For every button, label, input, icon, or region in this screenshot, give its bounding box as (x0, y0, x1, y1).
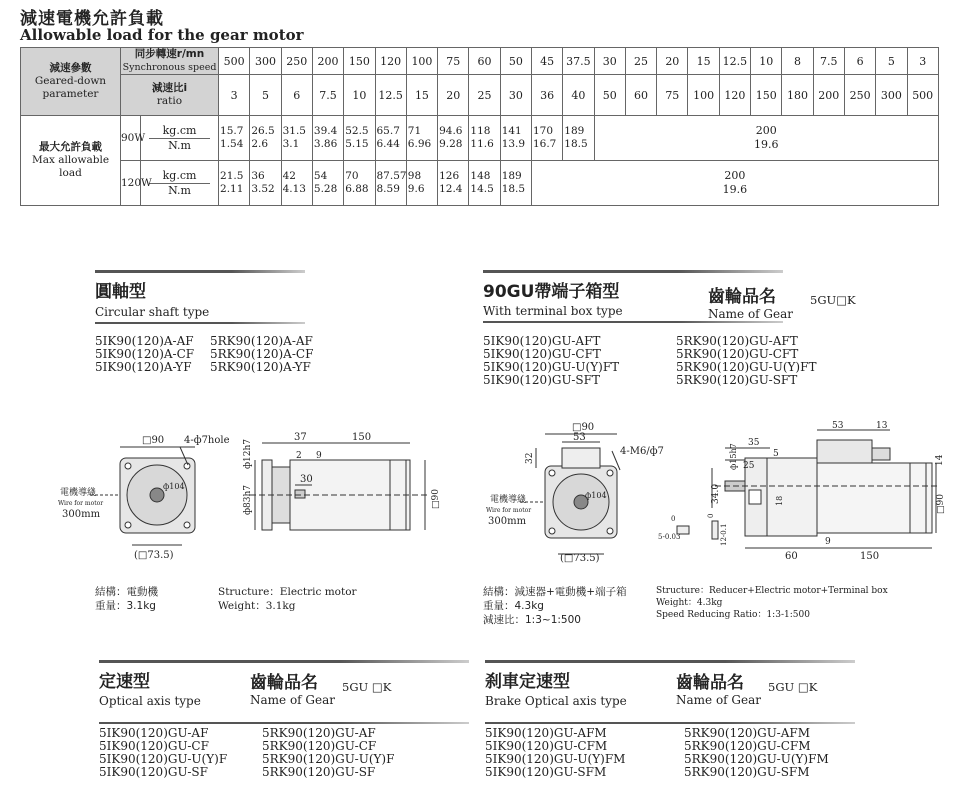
terminal-box-front (562, 448, 600, 468)
structure-en: Structure：Reducer+Electric motor+Terminal box (656, 586, 888, 596)
ratio-cell: 100 (688, 75, 719, 116)
model-code: 5RK90(120)GU-CF (262, 739, 377, 753)
load-cell-90w (406, 116, 437, 161)
load-nm-value: 13.9 (501, 138, 526, 150)
load-cell-90w (469, 116, 500, 161)
dim-2: 2 (296, 451, 302, 461)
ratio-cell: 6 (281, 75, 312, 116)
load-nm-value: 2.6 (251, 138, 269, 150)
model-code: 5RK90(120)A-AF (210, 334, 313, 348)
load-nm-value: 3.52 (251, 183, 275, 195)
dim-d15: ф15h7 (729, 443, 738, 470)
load-cell-120w (375, 161, 406, 206)
key-side (712, 521, 718, 539)
round-title-cn: 圓軸型 (95, 282, 146, 302)
model-code: 5IK90(120)GU-CF (99, 739, 209, 753)
dim-735: (□73.5) (134, 550, 174, 561)
speed-cell: 20 (657, 48, 688, 75)
speed-cell: 60 (469, 48, 500, 75)
ratio-cell: 10 (344, 75, 375, 116)
load-cell-120w (406, 161, 437, 206)
load-kg-value: 94.6 (439, 125, 463, 137)
dim-35: 35 (748, 438, 760, 448)
speed-cell: 50 (500, 48, 531, 75)
dim-37: 37 (294, 432, 307, 443)
load-kg-value: 170 (532, 125, 554, 137)
speed-cell: 300 (250, 48, 281, 75)
speed-cell: 200 (312, 48, 343, 75)
speed-cell: 6 (844, 48, 875, 75)
load-kg-value: 70 (345, 170, 359, 182)
dim-d83: ф83h7 (243, 484, 253, 515)
speed-cell: 30 (594, 48, 625, 75)
tol1-label: 5-0.03 (658, 533, 681, 541)
load-cell-90w (312, 116, 343, 161)
speed-cell: 5 (876, 48, 907, 75)
output-shaft (295, 490, 305, 498)
brake-gear-name (676, 668, 761, 707)
terminal-gear-name (708, 282, 793, 321)
load-kg-value: 42 (282, 170, 296, 182)
terminal-title-en: With terminal box type (483, 304, 623, 318)
load-nm-value: 3.1 (282, 138, 300, 150)
dim-53: 53 (573, 432, 586, 443)
load-cell-90w (219, 116, 250, 161)
fill-kg: 200 (724, 169, 746, 182)
allowable-load-table (20, 47, 939, 206)
unit-cell (141, 116, 219, 161)
load-cell-120w (281, 161, 312, 206)
structure-en: Structure：Electric motor (218, 586, 357, 598)
load-nm-value: 2.11 (220, 183, 244, 195)
load-nm-value: 8.59 (376, 183, 400, 195)
section-rule (95, 270, 305, 273)
speed-cell: 7.5 (813, 48, 844, 75)
load-fill-120w (531, 161, 938, 206)
load-cell-90w (500, 116, 531, 161)
ratio-cell: 5 (250, 75, 281, 116)
speed-cell: 75 (438, 48, 469, 75)
structure-cn: 結構：減速器+電動機+端子箱 (483, 586, 627, 598)
model-code: 5RK90(120)GU-SFT (676, 373, 798, 387)
speed-cell: 100 (406, 48, 437, 75)
load-kg-value: 126 (439, 170, 460, 182)
dim-32: 32 (525, 452, 535, 464)
optical-codes-a (99, 727, 227, 779)
section-rule (483, 270, 783, 273)
model-code: 5RK90(120)GU-AF (262, 726, 376, 740)
speed-cell: 500 (219, 48, 250, 75)
gear-name-en: Name of Gear (708, 307, 794, 321)
load-cell-90w (375, 116, 406, 161)
tol2-upper: 0 (707, 513, 715, 518)
sync-speed-cn: 同步轉速r/mn (134, 48, 205, 60)
round-shaft-drawing (50, 425, 450, 565)
brake-codes-a (485, 727, 625, 779)
load-cell-90w (438, 116, 469, 161)
gear-name-cn: 齒輪品名 (676, 673, 744, 693)
dim-30: 30 (300, 474, 313, 485)
speed-cell: 15 (688, 48, 719, 75)
load-kg-value: 21.5 (220, 170, 244, 182)
section-rule (485, 722, 855, 724)
speed-cell: 10 (751, 48, 782, 75)
speed-cell: 150 (344, 48, 375, 75)
dim-14: 14 (935, 454, 945, 466)
load-nm-value: 18.5 (501, 183, 526, 195)
load-nm-value: 1.54 (220, 138, 244, 150)
model-code: 5IK90(120)GU-AFM (485, 726, 607, 740)
model-code: 5IK90(120)GU-U(Y)FM (485, 752, 626, 766)
ratio-header-en: ratio (156, 95, 183, 107)
ratio-cell: 300 (876, 75, 907, 116)
ratio-row (21, 75, 939, 116)
terminal-box-drawing (480, 418, 945, 563)
load-cell-120w (219, 161, 250, 206)
terminal-spec-cn (483, 585, 627, 627)
load-nm-value: 4.13 (282, 183, 306, 195)
load-kg-value: 98 (407, 170, 422, 182)
load-kg-value: 65.7 (376, 125, 400, 137)
wire-label-en: Wire for motor (58, 500, 104, 507)
dim-18: 18 (775, 495, 784, 506)
model-code: 5IK90(120)A-CF (95, 347, 195, 361)
load-kg-value: 71 (407, 125, 422, 137)
load-nm-value: 12.4 (439, 183, 463, 195)
sync-speed-en: Synchronous speed (122, 62, 217, 73)
load-kg-value: 189 (564, 125, 585, 137)
speed-cell: 120 (375, 48, 406, 75)
mount-hole (125, 522, 131, 528)
mount-hole (549, 470, 555, 476)
optical-title-en: Optical axis type (99, 694, 201, 708)
param-header-cn: 減速參數 (49, 62, 92, 74)
model-code: 5RK90(120)GU-CFM (684, 739, 811, 753)
model-code: 5IK90(120)GU-CFM (485, 739, 608, 753)
section-rule (99, 722, 469, 724)
load-cell-120w (500, 161, 531, 206)
fill-nm: 19.6 (722, 183, 748, 196)
model-code: 5RK90(120)GU-SFM (684, 765, 810, 779)
gear-name-cn: 齒輪品名 (250, 673, 318, 693)
load-row-90w (21, 116, 939, 161)
model-code: 5IK90(120)GU-SFT (483, 373, 600, 387)
mount-hole (184, 522, 190, 528)
speed-cell: 25 (625, 48, 656, 75)
load-cell-120w (344, 161, 375, 206)
load-kg-value: 31.5 (282, 125, 306, 137)
max-load-en: Max allowable load (31, 154, 110, 179)
round-spec-cn (95, 585, 158, 613)
model-code: 5IK90(120)GU-U(Y)F (99, 752, 228, 766)
model-code: 5RK90(120)GU-AFM (684, 726, 810, 740)
ratio-cell: 150 (751, 75, 782, 116)
model-code: 5RK90(120)GU-U(Y)F (262, 752, 395, 766)
ratio-cell: 50 (594, 75, 625, 116)
load-kg-value: 54 (313, 170, 328, 182)
load-cell-90w (563, 116, 594, 161)
unit-kg: kg.cm (149, 124, 210, 139)
dim-d12: ф12h7 (243, 438, 253, 469)
dim-side-sq90: □90 (431, 489, 441, 509)
ratio-cn: 減速比：1:3~1:500 (483, 614, 581, 626)
sync-speed-header (121, 48, 219, 75)
model-code: 5IK90(120)GU-SFM (485, 765, 607, 779)
dim-side-sq90: □90 (936, 494, 946, 514)
load-nm-value: 6.96 (407, 138, 432, 150)
power-120w: 120W (121, 161, 141, 206)
load-nm-value: 11.6 (470, 138, 494, 150)
load-cell-90w (281, 116, 312, 161)
unit-kg: kg.cm (149, 169, 210, 184)
model-code: 5RK90(120)GU-SF (262, 765, 376, 779)
dim-d104: ф104 (163, 482, 185, 491)
weight-cn: 重量：3.1kg (95, 600, 156, 612)
load-kg-value: 15.7 (220, 125, 244, 137)
speed-cell: 3 (907, 48, 938, 75)
dim-53b: 53 (832, 421, 844, 431)
unit-nm: N.m (168, 183, 191, 197)
unit-nm: N.m (168, 138, 191, 152)
round-section-header (95, 270, 305, 324)
load-nm-value: 5.28 (313, 183, 338, 195)
wire-length: 300mm (62, 509, 101, 520)
dim-150: 150 (352, 432, 372, 443)
ratio-cell: 75 (657, 75, 688, 116)
round-spec-en (218, 585, 357, 613)
section-rule (485, 660, 855, 663)
load-nm-value: 16.7 (532, 138, 557, 150)
speed-cell: 8 (782, 48, 813, 75)
wire-length: 300mm (488, 516, 527, 527)
load-cell-90w (344, 116, 375, 161)
ratio-cell: 3 (219, 75, 250, 116)
unit-cell (141, 161, 219, 206)
gear-name-cn: 齒輪品名 (708, 287, 776, 307)
load-cell-120w (438, 161, 469, 206)
model-code: 5IK90(120)GU-SF (99, 765, 208, 779)
model-code: 5IK90(120)GU-U(Y)FT (483, 360, 620, 374)
section-rule (99, 660, 469, 663)
weight-cn: 重量：4.3kg (483, 600, 544, 612)
wire-label-cn: 電機導綫 (490, 495, 527, 505)
load-nm-value: 5.15 (345, 138, 369, 150)
speed-cell: 250 (281, 48, 312, 75)
param-header (21, 48, 121, 116)
optical-gear-code: 5GU □K (342, 680, 392, 694)
ratio-header-cn: 減速比i (151, 82, 188, 94)
round-codes-b (210, 335, 313, 374)
load-cell-120w (250, 161, 281, 206)
load-nm-value: 3.86 (313, 138, 338, 150)
max-load-header (21, 116, 121, 206)
ratio-cell: 15 (406, 75, 437, 116)
brake-codes-b (684, 727, 829, 779)
model-code: 5IK90(120)GU-AFT (483, 334, 601, 348)
model-code: 5RK90(120)GU-U(Y)FT (676, 360, 817, 374)
dim-hole: 4-ф7hole (184, 435, 230, 446)
mount-hole (607, 528, 613, 534)
load-kg-value: 189 (501, 170, 522, 182)
dim-9: 9 (825, 537, 831, 547)
ratio-cell: 25 (469, 75, 500, 116)
ratio-en: Speed Reducing Ratio：1:3-1:500 (656, 610, 810, 620)
load-cell-90w (531, 116, 562, 161)
dim-sq90: □90 (572, 422, 595, 433)
load-kg-value: 87.57 (376, 170, 407, 182)
speed-cell: 12.5 (719, 48, 750, 75)
page-title-en: Allowable load for the gear motor (20, 26, 304, 44)
load-nm-value: 18.5 (564, 138, 588, 150)
load-nm-value: 6.44 (376, 138, 400, 150)
ratio-cell: 30 (500, 75, 531, 116)
speed-cell: 45 (531, 48, 562, 75)
shaft-key (749, 490, 761, 504)
model-code: 5RK90(120)GU-CFT (676, 347, 799, 361)
optical-codes-b (262, 727, 394, 779)
brake-gear-code: 5GU □K (768, 680, 818, 694)
dim-9: 9 (316, 451, 322, 461)
weight-en: Weight：4.3kg (656, 598, 723, 608)
structure-cn: 結構：電動機 (95, 586, 158, 598)
load-row-120w (21, 161, 939, 206)
dim-60: 60 (785, 551, 798, 562)
terminal-codes-a (483, 335, 619, 387)
model-code: 5IK90(120)GU-CFT (483, 347, 601, 361)
dim-150: 150 (860, 551, 880, 562)
load-cell-120w (469, 161, 500, 206)
ratio-cell: 120 (719, 75, 750, 116)
model-code: 5IK90(120)A-AF (95, 334, 194, 348)
ratio-cell: 60 (625, 75, 656, 116)
load-kg-value: 26.5 (251, 125, 275, 137)
weight-en: Weight：3.1kg (218, 600, 296, 612)
page-title-cn: 減速電機允許負載 (20, 9, 164, 29)
optical-title-cn: 定速型 (99, 672, 150, 692)
terminal-codes-b (676, 335, 816, 387)
mount-hole (607, 470, 613, 476)
wire-label-en: Wire for motor (486, 507, 532, 514)
terminal-box (817, 440, 872, 463)
dim-25: 25 (743, 461, 755, 471)
round-codes-a (95, 335, 194, 374)
tol2-label: 12-0.1 (720, 523, 728, 546)
gear-name-en: Name of Gear (676, 693, 762, 707)
terminal-gear-code: 5GU□K (810, 293, 856, 307)
tol1-upper: 0 (671, 515, 676, 523)
ratio-cell: 40 (563, 75, 594, 116)
dim-d104: ф104 (585, 491, 607, 500)
load-kg-value: 36 (251, 170, 265, 182)
brake-title-en: Brake Optical axis type (485, 694, 627, 708)
load-cell-90w (250, 116, 281, 161)
model-code: 5RK90(120)A-CF (210, 347, 314, 361)
load-fill-90w (594, 116, 938, 161)
brake-title-cn: 刹車定速型 (485, 672, 570, 692)
motor-body (817, 463, 932, 533)
load-nm-value: 14.5 (470, 183, 494, 195)
shaft-circle (150, 488, 164, 502)
power-90w: 90W (121, 116, 141, 161)
load-kg-value: 52.5 (345, 125, 369, 137)
ratio-cell: 250 (844, 75, 875, 116)
model-code: 5IK90(120)A-YF (95, 360, 192, 374)
ratio-cell: 7.5 (312, 75, 343, 116)
fill-nm: 19.6 (753, 138, 779, 151)
ratio-cell: 180 (782, 75, 813, 116)
ratio-cell: 12.5 (375, 75, 406, 116)
load-nm-value: 6.88 (345, 183, 369, 195)
wire-label-cn: 電機導綫 (60, 488, 97, 498)
dim-735: (□73.5) (560, 553, 600, 564)
model-code: 5RK90(120)A-YF (210, 360, 311, 374)
load-nm-value: 9.6 (407, 183, 425, 195)
dim-m6: 4-M6/ф7 (620, 446, 664, 457)
ratio-cell: 20 (438, 75, 469, 116)
dim-5: 5 (773, 449, 779, 459)
ratio-header (121, 75, 219, 116)
model-code: 5RK90(120)GU-U(Y)FM (684, 752, 829, 766)
model-code: 5RK90(120)GU-AFT (676, 334, 798, 348)
mount-hole (549, 528, 555, 534)
dim-340: 34.0 (711, 483, 721, 504)
speed-cell: 37.5 (563, 48, 594, 75)
load-kg-value: 118 (470, 125, 491, 137)
load-kg-value: 148 (470, 170, 491, 182)
fill-kg: 200 (755, 124, 777, 137)
load-cell-120w (312, 161, 343, 206)
mount-hole (125, 463, 131, 469)
optical-gear-name (250, 668, 335, 707)
section-rule (483, 321, 783, 323)
max-load-cn: 最大允許負載 (39, 141, 102, 153)
terminal-title-cn: 90GU帶端子箱型 (483, 282, 620, 302)
dim-13: 13 (876, 421, 888, 431)
ratio-cell: 36 (531, 75, 562, 116)
param-header-en: Geared-down parameter (34, 75, 107, 100)
round-title-en: Circular shaft type (95, 305, 210, 319)
load-kg-value: 141 (501, 125, 522, 137)
load-kg-value: 39.4 (313, 125, 338, 137)
model-code: 5IK90(120)GU-AF (99, 726, 209, 740)
section-rule (95, 322, 305, 324)
load-nm-value: 9.28 (439, 138, 463, 150)
ratio-cell: 200 (813, 75, 844, 116)
terminal-spec-en (656, 585, 888, 621)
gear-name-en: Name of Gear (250, 693, 336, 707)
ratio-cell: 500 (907, 75, 938, 116)
speed-row (21, 48, 939, 75)
dim-sq90: □90 (142, 435, 165, 446)
cable-gland (872, 448, 890, 460)
